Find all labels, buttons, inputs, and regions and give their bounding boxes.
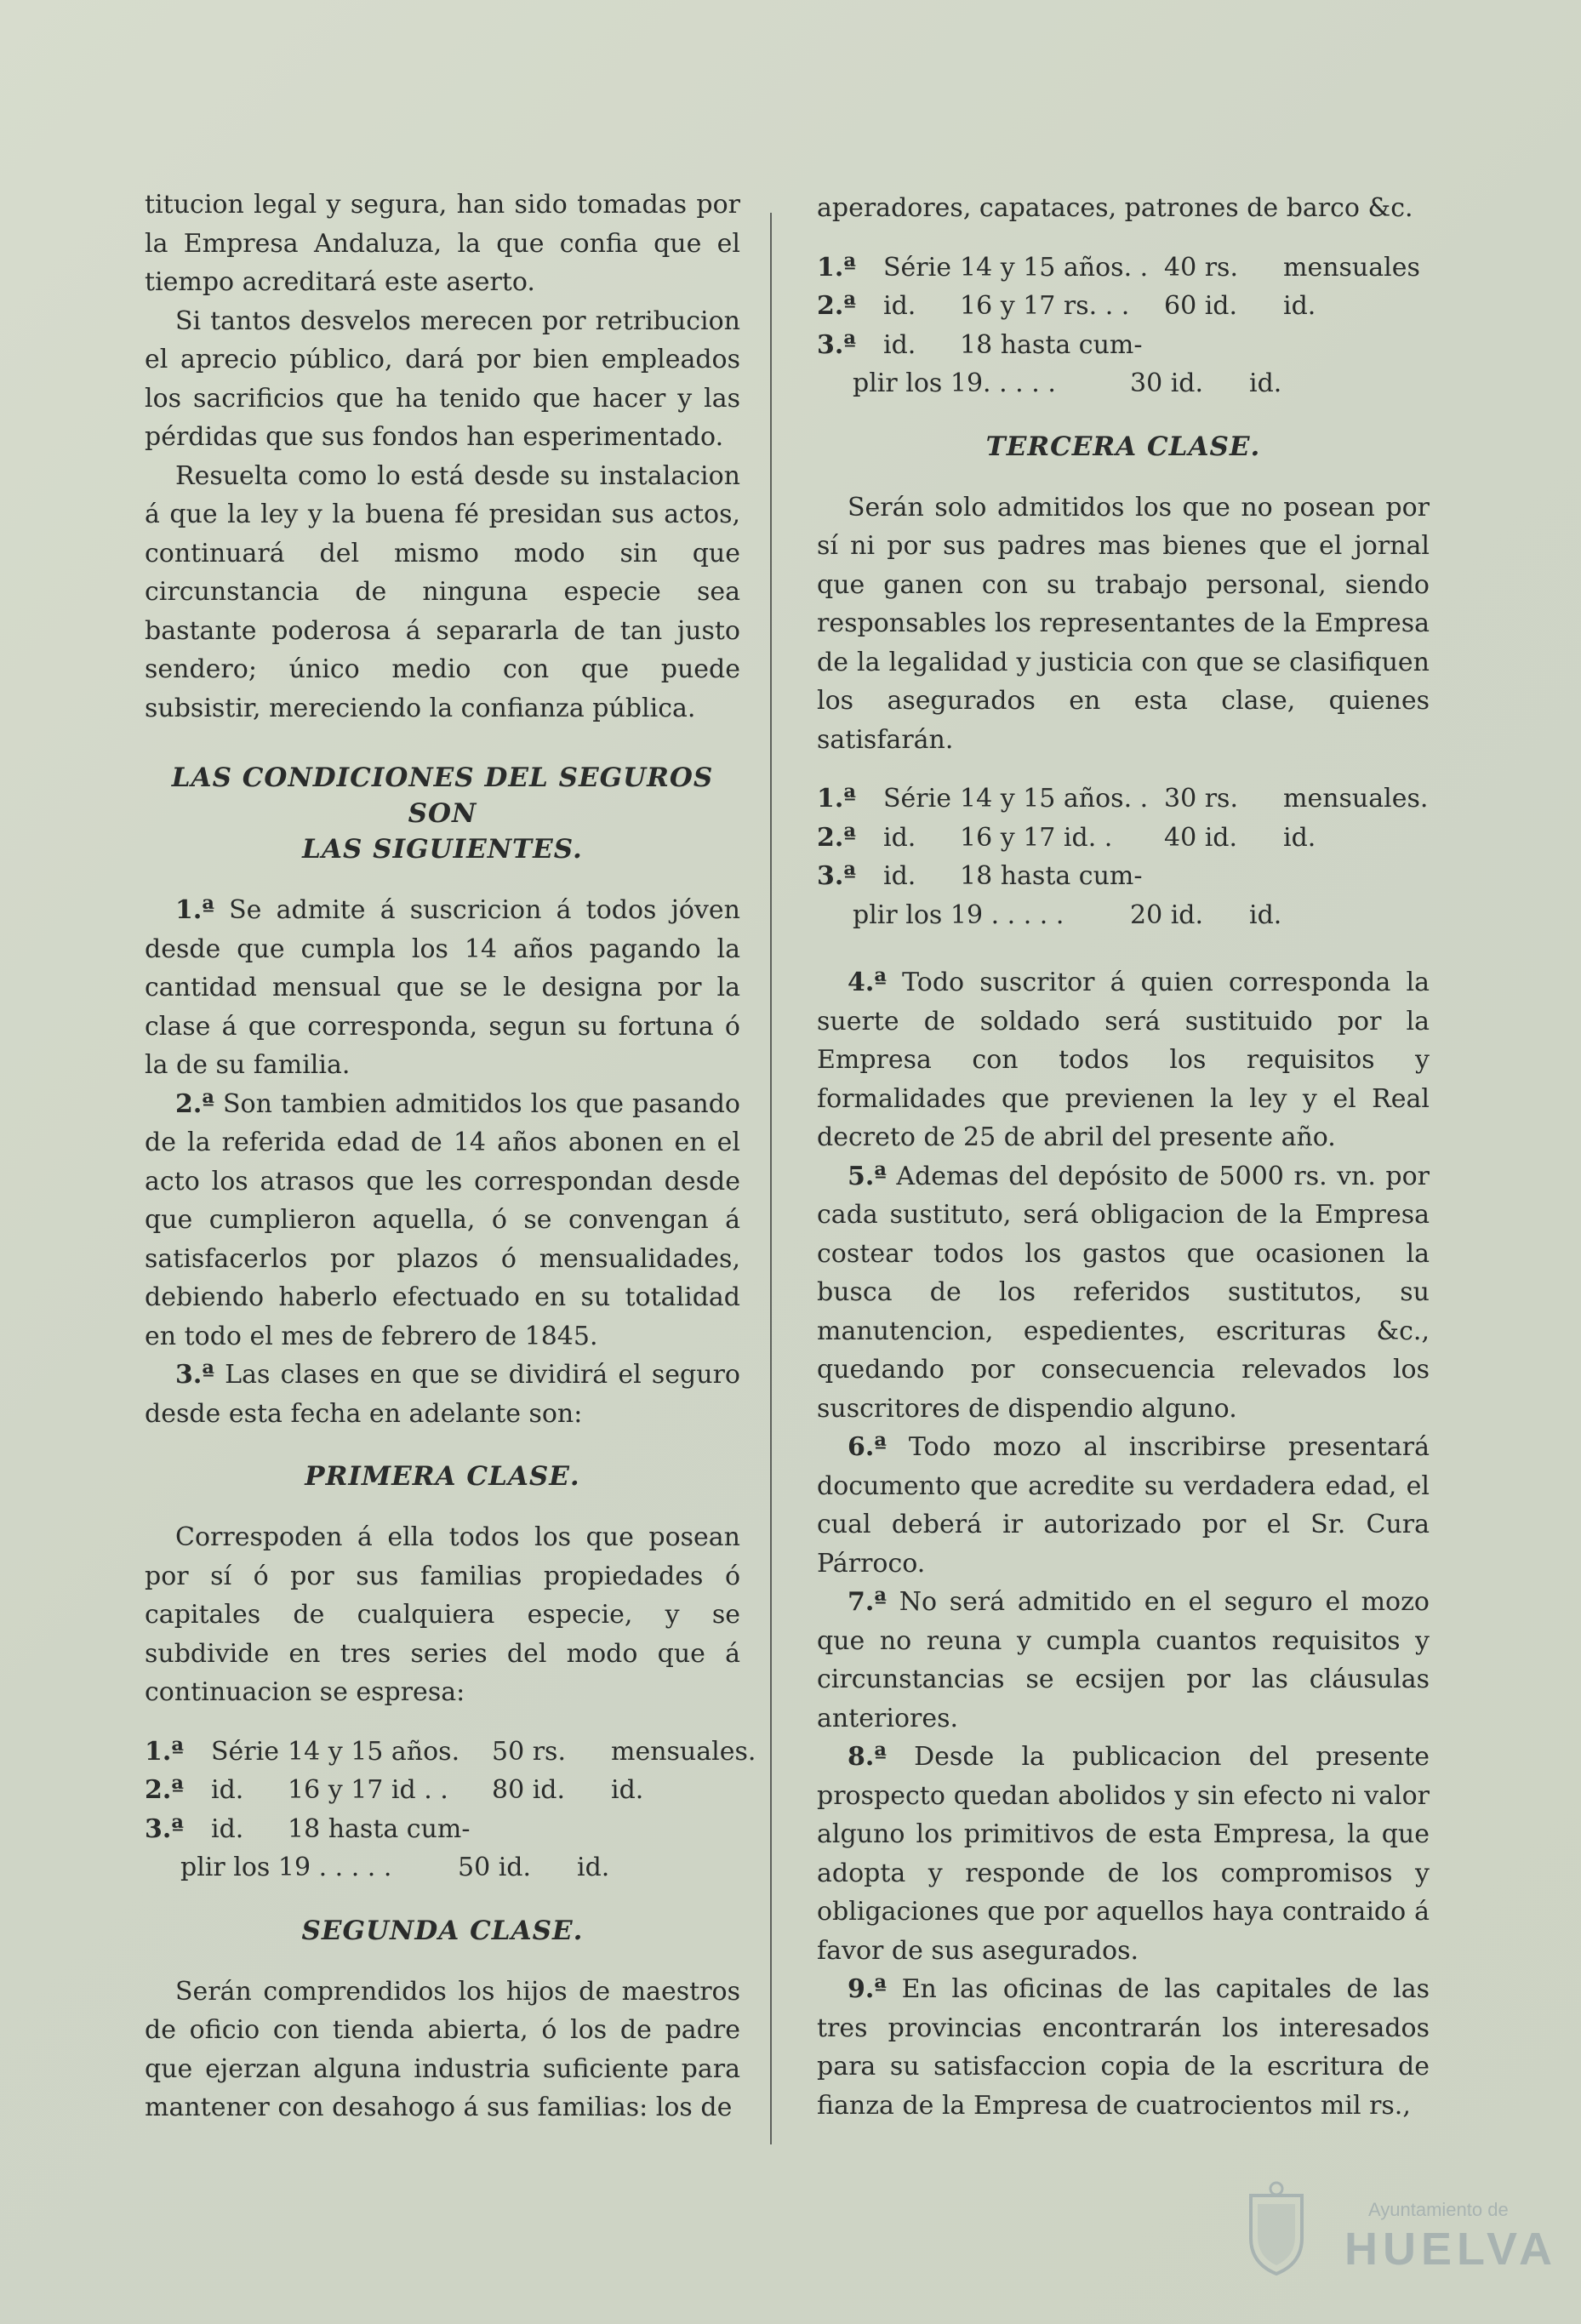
heading-line: LAS SIGUIENTES. [302,834,583,865]
series-row: 3.ª id. 18 hasta cum- [145,1813,471,1844]
condition-number: 7.ª [848,1587,887,1617]
condition-text: Todo suscritor á quien corresponda la suerte de soldado será sustituido por la Empresa con todos los requisitos y formalidades que previenen la ley y el Real decreto de 25 de abril del presente año. [817,968,1430,1152]
paragraph: Serán solo admitidos los que no posean por sí ni por sus padres mas bienes que el jornal que ganen con su trabajo personal, siendo responsables los representantes de la Empresa de la legalidad y justicia con que se clasifiquen los asegurados en esta clase, quienes satisfarán. [817,492,1430,755]
ayuntamiento-huelva-watermark [1225,2178,1557,2281]
condition-7 [817,1583,1430,1738]
condition-3 [145,1356,740,1433]
watermark-line2: HUELVA [1344,2224,1557,2275]
series-row-continuation: plir los 19. . . . . 30 id. id. [853,368,1282,398]
left-column [145,186,756,2127]
paragraph: Correspoden á ella todos los que posean por sí ó por sus familias propiedades ó capitales de cualquiera especie, y se subdivide en tres series del modo que á continuacion se espresa: [145,1522,740,1707]
condition-number: 2.ª [175,1088,214,1119]
series-row-continuation: plir los 19 . . . . . 50 id. id. [180,1853,610,1882]
primera-clase-heading: PRIMERA CLASE. [305,1461,580,1492]
paragraph: Serán comprendidos los hijos de maestros de oficio con tienda abierta, ó los de padre que ejerzan alguna industria suficiente para mantener con desahogo á sus familias: los de [145,1976,740,2122]
condition-text: Son tambien admitidos los que pasando de la referida edad de 14 años abonen en el acto los atrasos que les correspondan desde que cumplieron aquella, ó se convengan á satisfacerlos por plazos ó mensualidades, debiendo haberlo efectuado en su totalidad en todo el mes de febrero de 1845. [145,1088,740,1351]
condition-number: 6.ª [848,1432,887,1462]
condition-text: En las oficinas de las capitales de las tres provincias encontrarán los interesados para su satisfaccion copia de la escritura de fianza de la Empresa de cuatrocientos mil rs., [817,1974,1430,2121]
primera-series-table [145,1733,756,1887]
series-row: 1.ª Série 14 y 15 años. 50 rs. mensuales. [145,1736,756,1767]
condition-number: 5.ª [848,1161,887,1191]
condition-1 [145,891,740,1085]
series-row: 2.ª id. 16 y 17 id. . 40 id. id. [817,822,1316,853]
series-row: 1.ª Série 14 y 15 años. . 40 rs. mensuales [817,252,1420,283]
crest-icon [1225,2178,1327,2281]
series-row: 3.ª id. 18 hasta cum- [817,861,1143,891]
paragraph: aperadores, capataces, patrones de barco &c. [817,193,1413,223]
condition-text: No será admitido en el seguro el mozo que no reuna y cumpla cuantos requisitos y circunstancias se ecsijen por las cláusulas anteriores. [817,1587,1430,1733]
condition-text: Todo mozo al inscribirse presentará documento que acredite su verdadera edad, el cual deberá ir autorizado por el Sr. Cura Párroco. [817,1432,1430,1579]
right-column [817,189,1430,2125]
paragraph: Si tantos desvelos merecen por retribucion el aprecio público, dará por bien empleados los sacrificios que ha tenido que hacer y las pérdidas que sus fondos han esperimentado. [145,305,740,452]
condition-text: Se admite á suscricion á todos jóven desde que cumpla los 14 años pagando la cantidad mensual que se le designa por la clase á que corresponda, segun su fortuna ó la de su familia. [145,895,740,1080]
condition-number: 4.ª [848,968,887,997]
series-row-continuation: plir los 19 . . . . . 20 id. id. [853,899,1282,930]
segunda-clase-heading: SEGUNDA CLASE. [301,1915,584,1946]
condition-number: 3.ª [175,1360,214,1390]
series-row: 2.ª id. 16 y 17 id . . 80 id. id. [145,1775,644,1805]
condition-number: 1.ª [175,895,214,925]
paragraph: Resuelta como lo está desde su instalacion á que la ley y la buena fé presidan sus actos, continuará del mismo modo sin que circunstancia de ninguna especie sea bastante poderosa á separarla de tan justo sendero; único medio con que puede subsistir, mereciendo la confianza pública. [145,460,740,723]
tercera-clase-heading: TERCERA CLASE. [985,431,1261,462]
series-row: 3.ª id. 18 hasta cum- [817,329,1143,360]
series-row: 2.ª id. 16 y 17 rs. . . 60 id. id. [817,291,1316,321]
column-divider [770,213,772,2144]
condition-6 [817,1428,1430,1583]
segunda-series-table [817,248,1430,403]
condition-text: Desde la publicacion del presente prospecto quedan abolidos y sin efecto ni valor alguno los primitivos de esta Empresa, la que adopta y responde de los compromisos y obligaciones que por aquellos haya contraido á favor de sus asegurados. [817,1742,1430,1966]
section-heading [145,760,740,867]
condition-2 [145,1085,740,1356]
paragraph: titucion legal y segura, han sido tomadas por la Empresa Andaluza, la que confia que el tiempo acreditará este aserto. [145,190,740,297]
tercera-series-table [817,779,1430,934]
condition-number: 9.ª [848,1974,887,2004]
condition-text: Ademas del depósito de 5000 rs. vn. por cada sustituto, será obligacion de la Empresa costear todos los gastos que ocasionen la busca de los referidos sustitutos, su manutencion, espedientes, escrituras &c., quedando por consecuencia relevados los suscritores de dispendio alguno. [817,1161,1430,1424]
condition-9 [817,1970,1430,2125]
heading-line: LAS CONDICIONES DEL SEGUROS SON [171,762,714,829]
series-row: 1.ª Série 14 y 15 años. . 30 rs. mensuales. [817,784,1429,814]
condition-8 [817,1738,1430,1970]
condition-4 [817,963,1430,1157]
condition-5 [817,1157,1430,1429]
condition-text: Las clases en que se dividirá el seguro desde esta fecha en adelante son: [145,1360,740,1429]
watermark-line1: Ayuntamiento de [1368,2199,1509,2220]
condition-number: 8.ª [848,1742,887,1772]
